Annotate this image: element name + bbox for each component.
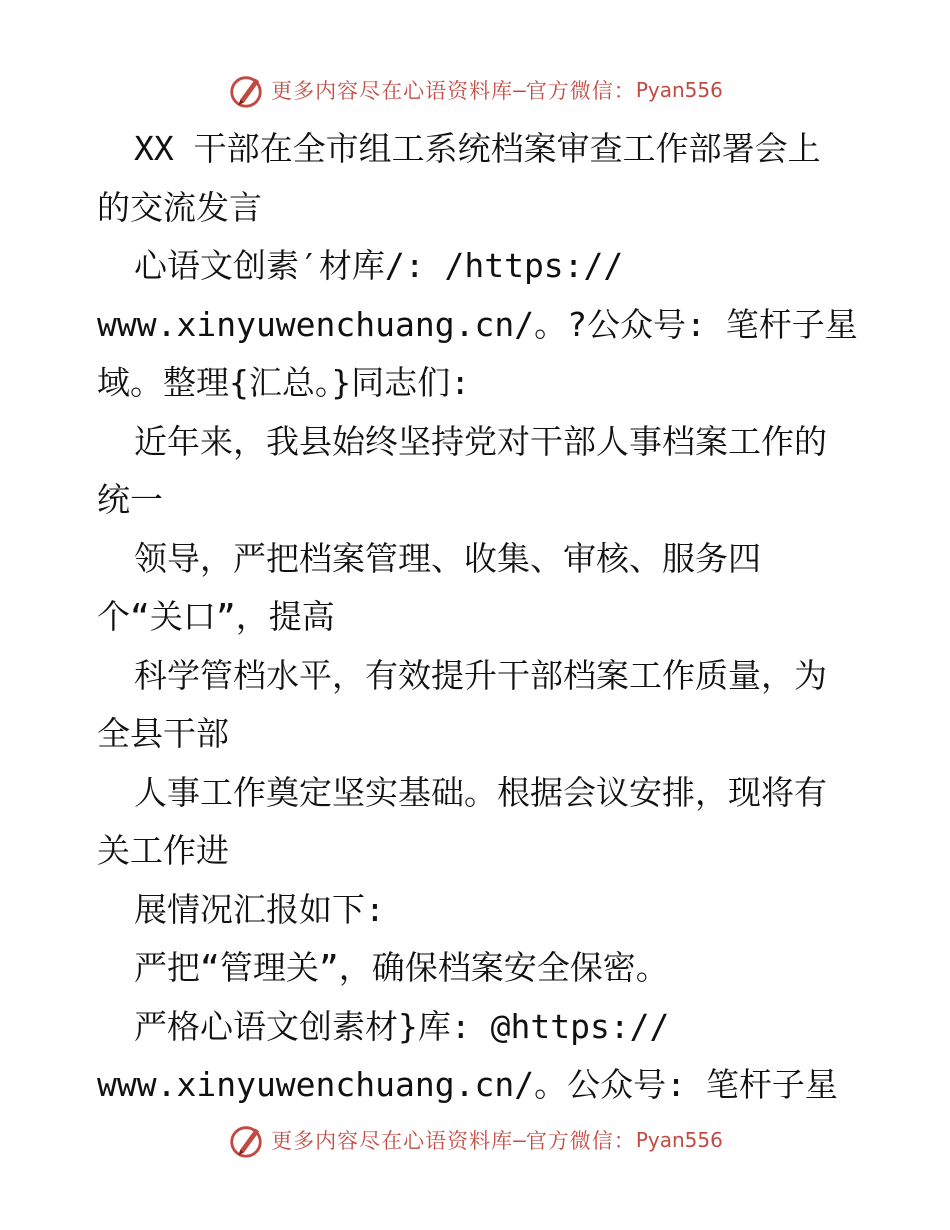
text-line: 严格心语文创素材}库: @https:// <box>134 1006 670 1046</box>
text-line: www.xinyuwenchuang.cn/。?公众号: 笔杆子星 <box>97 304 858 344</box>
text-line: 域。整理{汇总。}同志们: <box>97 363 471 402</box>
banner-wechat-label: 官方微信： <box>525 1129 636 1153</box>
text-line: 严把“管理关”，确保档案安全保密。 <box>134 948 669 987</box>
text-line: 领导，严把档案管理、收集、审核、服务四 <box>134 538 761 578</box>
header-banner <box>0 68 950 112</box>
text-line: 展情况汇报如下: <box>134 889 385 929</box>
pen-logo-icon <box>227 71 265 109</box>
banner-wechat-id: Pyan556 <box>635 1128 723 1152</box>
text-line: 个“关口”，提高 <box>97 597 335 636</box>
text-line: 近年来，我县始终坚持党对干部人事档案工作的 <box>134 421 827 461</box>
text-line: 统一 <box>97 480 163 519</box>
banner-text: 更多内容尽在心语资料库 <box>271 79 514 103</box>
banner-text: 更多内容尽在心语资料库 <box>271 1129 514 1153</box>
pen-logo-icon <box>227 1121 265 1159</box>
text-line: 心语文创素′材库/: /https:// <box>134 246 624 285</box>
banner-wechat-id: Pyan556 <box>635 78 723 102</box>
text-line: 科学管档水平，有效提升干部档案工作质量，为 <box>134 655 827 695</box>
text-line: 人事工作奠定坚实基础。根据会议安排，现将有 <box>134 772 827 812</box>
text-line: XX 干部在全市组工系统档案审查工作部署会上 <box>134 129 821 168</box>
banner-separator: — <box>513 78 526 102</box>
text-line: 全县干部 <box>97 714 229 753</box>
text-line: 关工作进 <box>97 831 229 870</box>
footer-banner <box>0 1118 950 1162</box>
banner-wechat-label: 官方微信： <box>525 79 636 103</box>
banner-separator: — <box>513 1128 526 1152</box>
document-body <box>97 120 877 1115</box>
text-line: 的交流发言 <box>97 187 262 227</box>
text-line: www.xinyuwenchuang.cn/。公众号: 笔杆子星 <box>97 1065 838 1104</box>
